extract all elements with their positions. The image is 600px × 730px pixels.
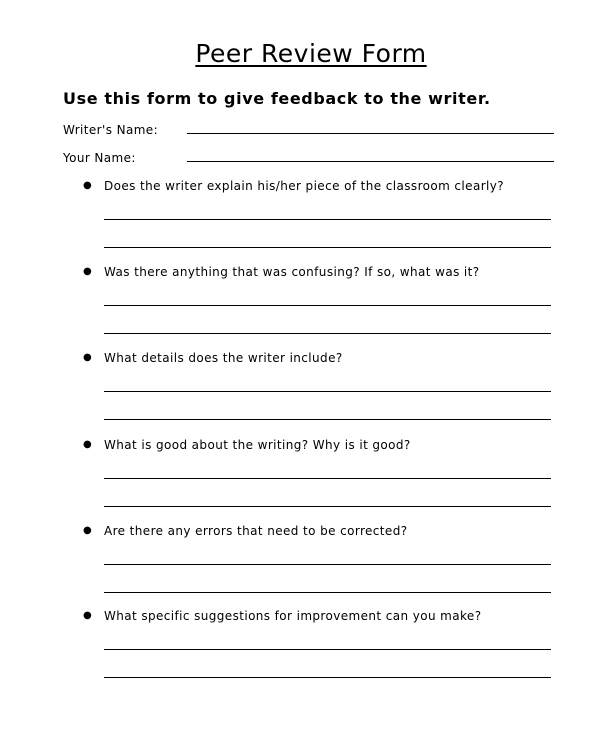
answer-line[interactable]: [104, 677, 551, 678]
writers-name-field: [63, 121, 563, 141]
bullet-icon: ●: [83, 266, 92, 277]
writers-name-blank[interactable]: [187, 133, 554, 134]
writers-name-label: Writer's Name:: [63, 123, 159, 137]
answer-line[interactable]: [104, 305, 551, 306]
bullet-icon: ●: [83, 439, 92, 450]
bullet-icon: ●: [83, 180, 92, 191]
answer-line[interactable]: [104, 592, 551, 593]
answer-line[interactable]: [104, 649, 551, 650]
question-text: Was there anything that was confusing? If so, what was it?: [104, 265, 480, 279]
bullet-icon: ●: [83, 525, 92, 536]
question-text: Does the writer explain his/her piece of the classroom clearly?: [104, 179, 505, 193]
bullet-icon: ●: [83, 352, 92, 363]
form-title: Peer Review Form: [195, 39, 427, 68]
answer-line[interactable]: [104, 478, 551, 479]
question-text: What specific suggestions for improvement can you make?: [104, 609, 482, 623]
answer-line[interactable]: [104, 506, 551, 507]
question-text: What is good about the writing? Why is it good?: [104, 438, 411, 452]
bullet-icon: ●: [83, 610, 92, 621]
answer-line[interactable]: [104, 333, 551, 334]
answer-line[interactable]: [104, 564, 551, 565]
question-text: What details does the writer include?: [104, 351, 343, 365]
form-instructions: Use this form to give feedback to the writer.: [63, 89, 491, 108]
answer-line[interactable]: [104, 219, 551, 220]
your-name-label: Your Name:: [63, 151, 136, 165]
your-name-field: [63, 149, 563, 169]
answer-line[interactable]: [104, 419, 551, 420]
question-text: Are there any errors that need to be corrected?: [104, 524, 408, 538]
your-name-blank[interactable]: [187, 161, 554, 162]
answer-line[interactable]: [104, 247, 551, 248]
answer-line[interactable]: [104, 391, 551, 392]
